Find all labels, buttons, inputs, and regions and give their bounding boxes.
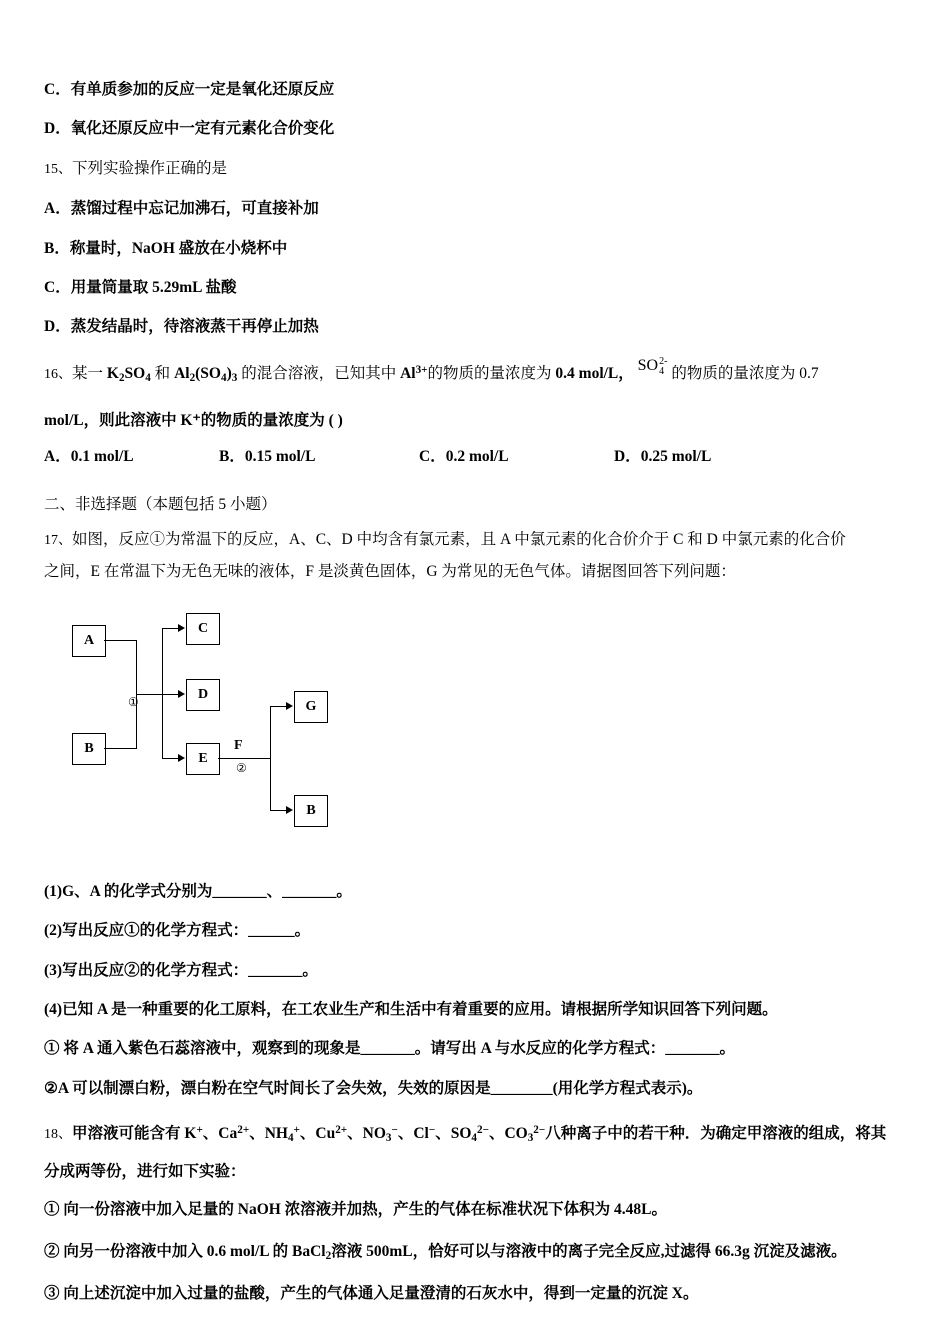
question-15-text: 下列实验操作正确的是 <box>72 159 228 177</box>
diagram-line <box>218 758 270 759</box>
question-18-number: 18、 <box>44 1127 72 1143</box>
question-15-option-a: A．蒸馏过程中忘记加沸石，可直接补加 <box>44 200 319 218</box>
question-17-sub-4-2: ②A 可以制漂白粉，漂白粉在空气时间长了会失效，失效的原因是________(用化学方程式表示)。 <box>44 1079 703 1097</box>
question-17-sub-2: (2)写出反应①的化学方程式：______。 <box>44 922 311 940</box>
diagram-node-b: B <box>72 733 106 765</box>
question-18-text1: 甲溶液可能含有 K+、$Ca^{2+}$、$NH_4^+$、$Cu^{2+}$、$NO_3^-$、Cl−、$SO_4^{2-}$、$CO_3^{2-}$八种离子中的若干种．为确定甲溶液的组成，将其 <box>72 1124 887 1145</box>
question-17-text1: 如图，反应①为常温下的反应，A、C、D 中均含有氯元素，且 A 中氯元素的化合价介于 C 和 D 中氯元素的化合价 <box>72 531 846 549</box>
diagram-line <box>270 810 287 811</box>
diagram-arrow <box>286 702 293 710</box>
diagram-label-1: ① <box>128 694 139 709</box>
question-17-line2: 之间，E 在常温下为无色无味的液体，F 是淡黄色固体，G 为常见的无色气体。请据图回答下列问题： <box>44 562 736 580</box>
diagram-node-c: C <box>186 613 220 645</box>
sulfate-ion-formula: SO2- 4 <box>637 355 668 377</box>
question-15-option-d: D．蒸发结晶时，待溶液蒸干再停止加热 <box>44 318 319 336</box>
question-17-line1 <box>44 526 910 554</box>
diagram-node-e: E <box>186 743 220 775</box>
diagram-arrow <box>178 754 185 762</box>
question-16 <box>44 355 910 466</box>
question-15-number: 15、 <box>44 161 72 177</box>
diagram-line <box>162 758 179 759</box>
question-16-stem-line2: mol/L，则此溶液中 K⁺的物质的量浓度为 ( ) <box>44 412 343 430</box>
question-17-sub-3: (3)写出反应②的化学方程式：_______。 <box>44 961 318 979</box>
diagram-node-d: D <box>186 679 220 711</box>
diagram-line <box>270 706 271 810</box>
diagram-line <box>104 640 136 641</box>
diagram-node-a: A <box>72 625 106 657</box>
question-16-number: 16、 <box>44 367 72 383</box>
question-18-item-1: ① 向一份溶液中加入足量的 NaOH 浓溶液并加热，产生的气体在标准状况下体积为 4.48L。 <box>44 1201 668 1219</box>
question-16-option-a: A．0.1 mol/L <box>44 448 134 466</box>
question-15-option-b: B．称量时，NaOH 盛放在小烧杯中 <box>44 239 288 257</box>
question-16-option-d: D．0.25 mol/L <box>614 448 712 466</box>
reaction-flow-diagram <box>54 603 474 853</box>
diagram-label-f: F <box>234 737 243 753</box>
question-18-line2: 分成两等份，进行如下实验： <box>44 1163 246 1181</box>
question-16-option-c: C．0.2 mol/L <box>419 448 509 466</box>
question-16-text-b: 的物质的量浓度为 0.7 <box>671 365 819 383</box>
question-17-sub-1: (1)G、A 的化学式分别为_______、_______。 <box>44 882 352 900</box>
diagram-node-b2: B <box>294 795 328 827</box>
option-item: D．氧化还原反应中一定有元素化合价变化 <box>44 120 335 138</box>
option-item: C．有单质参加的反应一定是氧化还原反应 <box>44 81 335 98</box>
document-content <box>44 78 910 1322</box>
question-18-item-2: ② 向另一份溶液中加入 0.6 mol/L 的 BaCl$_2$溶液 500mL，恰好可以与溶液中的离子完全反应,过滤得 66.3g 沉淀及滤液。 <box>44 1243 847 1263</box>
question-16-options <box>44 444 910 466</box>
question-17-sub-4-1: ① 将 A 通入紫色石蕊溶液中，观察到的现象是_______。请写出 A 与水反应的化学方程式：_______。 <box>44 1040 736 1058</box>
diagram-arrow <box>286 806 293 814</box>
question-15-stem <box>44 157 910 182</box>
diagram-line <box>162 628 163 758</box>
diagram-node-g: G <box>294 691 328 723</box>
diagram-line <box>162 628 179 629</box>
question-15-option-c: C．用量筒量取 5.29mL 盐酸 <box>44 278 237 296</box>
diagram-arrow <box>178 624 185 632</box>
section-2-title: 二、非选择题（本题包括 5 小题） <box>44 496 277 514</box>
diagram-line <box>136 694 162 695</box>
diagram-line <box>270 706 287 707</box>
diagram-line <box>104 748 136 749</box>
question-17-sub-4: (4)已知 A 是一种重要的化工原料，在工农业生产和生活中有着重要的应用。请根据所学知识回答下列问题。 <box>44 1001 778 1019</box>
question-18-item-3: ③ 向上述沉淀中加入过量的盐酸，产生的气体通入足量澄清的石灰水中，得到一定量的沉淀 X。 <box>44 1285 699 1303</box>
question-16-option-b: B．0.15 mol/L <box>219 448 316 466</box>
diagram-arrow <box>178 690 185 698</box>
question-17-number: 17、 <box>44 533 72 549</box>
question-16-stem-line1 <box>44 355 910 388</box>
diagram-label-2: ② <box>236 760 247 775</box>
diagram-line <box>162 694 179 695</box>
question-16-text-a: 某一 $K_2SO_4$ 和 $Al_2(SO_4)_3$ 的混合溶液，已知其中 $Al^{3+}$的物质的量浓度为 0.4 mol/L， <box>72 364 634 385</box>
question-18-line1 <box>44 1120 910 1148</box>
